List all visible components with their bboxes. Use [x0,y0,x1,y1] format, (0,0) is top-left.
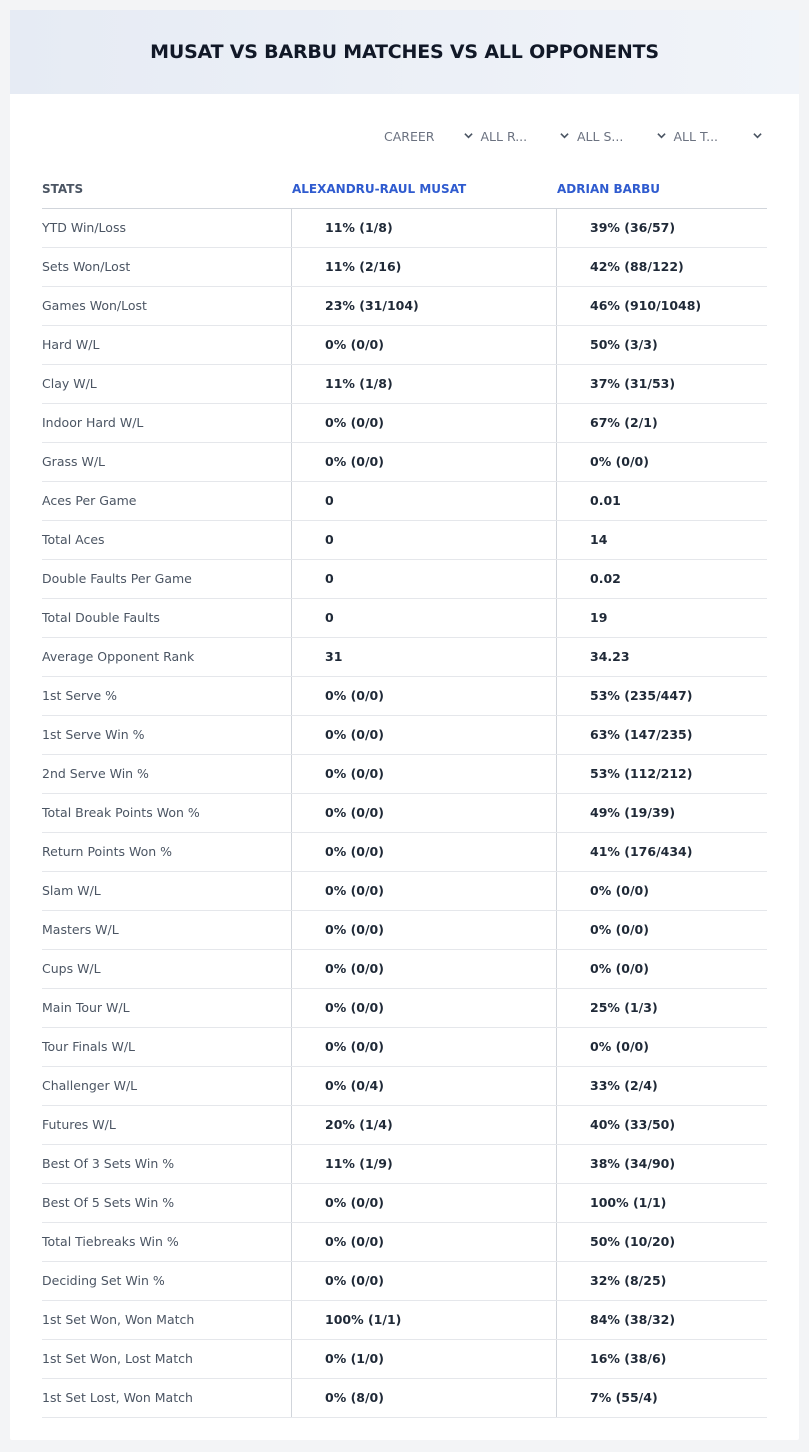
player2-cell [556,1340,768,1378]
player1-value: 0% (0/0) [325,454,384,469]
stat-name: Aces Per Game [42,493,137,508]
filter-label: CAREER [384,129,435,144]
player2-cell [556,1184,768,1222]
stat-name: Hard W/L [42,337,100,352]
player2-cell [556,248,768,286]
player2-value: 0% (0/0) [590,961,649,976]
stat-name: Total Tiebreaks Win % [42,1234,179,1249]
table-row [42,677,767,716]
player1-cell [291,326,557,364]
player1-cell [291,755,557,793]
player2-cell [556,989,768,1027]
player1-value: 0% (0/0) [325,688,384,703]
stat-name: YTD Win/Loss [42,220,126,235]
player2-value: 63% (147/235) [590,727,693,742]
player1-value: 0% (0/0) [325,844,384,859]
player1-cell [291,1340,557,1378]
player1-value: 23% (31/104) [325,298,419,313]
player1-value: 20% (1/4) [325,1117,393,1132]
player1-value: 11% (2/16) [325,259,402,274]
player2-cell [556,872,768,910]
player2-link[interactable]: ADRIAN BARBU [557,182,661,196]
player2-value: 50% (3/3) [590,337,658,352]
player1-cell [291,482,557,520]
player2-cell [556,1301,768,1339]
table-row [42,443,767,482]
filter-period-select[interactable] [384,126,481,148]
table-row [42,1106,767,1145]
table-row [42,209,767,248]
table-row [42,521,767,560]
stat-name: Indoor Hard W/L [42,415,144,430]
player1-cell [291,911,557,949]
player2-cell [556,950,768,988]
player2-value: 0% (0/0) [590,922,649,937]
player2-value: 38% (34/90) [590,1156,676,1171]
table-row [42,638,767,677]
player1-value: 0% (0/0) [325,766,384,781]
page-title: MUSAT VS BARBU MATCHES VS ALL OPPONENTS [150,41,659,63]
player2-cell [556,755,768,793]
player2-value: 34.23 [590,649,630,664]
stat-name: 1st Serve Win % [42,727,145,742]
table-row [42,482,767,521]
player1-cell [291,1184,557,1222]
stat-name: Futures W/L [42,1117,116,1132]
filter-label: ALL T... [673,129,719,144]
stat-name: 1st Set Won, Lost Match [42,1351,193,1366]
player1-cell [291,638,557,676]
player1-value: 0% (8/0) [325,1390,384,1405]
player1-cell [291,287,557,325]
chevron-down-icon [560,131,569,140]
player1-cell [291,1145,557,1183]
player2-value: 46% (910/1048) [590,298,702,313]
table-header [42,170,767,209]
player1-value: 0% (0/4) [325,1078,384,1093]
player2-cell [556,1106,768,1144]
player1-cell [291,794,557,832]
table-row [42,1067,767,1106]
table-row [42,716,767,755]
player1-value: 0% (0/0) [325,1195,384,1210]
player2-value: 67% (2/1) [590,415,658,430]
player1-cell [291,560,557,598]
stat-name: 2nd Serve Win % [42,766,149,781]
table-row [42,1340,767,1379]
stat-name: Best Of 3 Sets Win % [42,1156,175,1171]
player1-value: 0% (0/0) [325,415,384,430]
chevron-down-icon [464,131,473,140]
player1-value: 0 [325,493,334,508]
stat-name: Challenger W/L [42,1078,138,1093]
player1-cell [291,1262,557,1300]
stats-table [42,170,767,1418]
player1-value: 0% (0/0) [325,727,384,742]
stats-column-header: STATS [42,182,84,196]
table-row [42,989,767,1028]
stat-name: 1st Serve % [42,688,118,703]
player2-value: 53% (112/212) [590,766,693,781]
player1-cell [291,716,557,754]
player1-value: 0 [325,532,334,547]
chevron-down-icon [753,131,762,140]
table-row [42,794,767,833]
stat-name: Total Double Faults [42,610,160,625]
player2-cell [556,1145,768,1183]
player1-value: 0 [325,571,334,586]
player1-cell [291,404,557,442]
player2-value: 37% (31/53) [590,376,676,391]
player2-cell [556,365,768,403]
player2-cell [556,1379,768,1417]
table-row [42,1184,767,1223]
table-row [42,1262,767,1301]
stat-name: Grass W/L [42,454,106,469]
player2-value: 19 [590,610,608,625]
player2-value: 40% (33/50) [590,1117,676,1132]
player1-cell [291,677,557,715]
player2-cell [556,1262,768,1300]
stat-name: Return Points Won % [42,844,173,859]
table-row [42,365,767,404]
player1-value: 11% (1/8) [325,220,393,235]
player2-value: 53% (235/447) [590,688,693,703]
player2-cell [556,716,768,754]
player2-value: 7% (55/4) [590,1390,658,1405]
player1-cell [291,872,557,910]
filter-label: ALL S... [577,129,624,144]
table-row [42,599,767,638]
filter-bar [384,126,770,148]
player2-value: 0% (0/0) [590,454,649,469]
stat-name: Double Faults Per Game [42,571,192,586]
player2-cell [556,1067,768,1105]
player2-cell [556,443,768,481]
player1-value: 0 [325,610,334,625]
filter-surface-select[interactable] [577,126,674,148]
player1-cell [291,365,557,403]
player2-value: 16% (38/6) [590,1351,667,1366]
player2-cell [556,287,768,325]
player1-cell [291,521,557,559]
player2-cell [556,794,768,832]
player1-value: 0% (0/0) [325,883,384,898]
player1-value: 11% (1/9) [325,1156,393,1171]
player2-value: 42% (88/122) [590,259,684,274]
player2-value: 32% (8/25) [590,1273,667,1288]
stat-name: Total Break Points Won % [42,805,200,820]
table-body [42,209,767,1418]
stat-name: Cups W/L [42,961,101,976]
stat-name: Masters W/L [42,922,119,937]
player1-value: 0% (0/0) [325,337,384,352]
table-row [42,1145,767,1184]
filter-tournament-select[interactable] [674,126,771,148]
table-row [42,1223,767,1262]
player1-cell [291,209,557,247]
stats-card [10,10,799,1440]
player1-cell [291,833,557,871]
player1-value: 0% (0/0) [325,1234,384,1249]
player1-value: 11% (1/8) [325,376,393,391]
stat-name: Slam W/L [42,883,101,898]
player1-value: 0% (0/0) [325,805,384,820]
player2-value: 39% (36/57) [590,220,676,235]
table-row [42,911,767,950]
filter-round-select[interactable] [481,126,578,148]
player2-cell [556,560,768,598]
player1-value: 0% (0/0) [325,1039,384,1054]
player1-value: 31 [325,649,343,664]
stat-name: Clay W/L [42,376,97,391]
player1-value: 0% (0/0) [325,922,384,937]
table-row [42,326,767,365]
stat-name: Main Tour W/L [42,1000,130,1015]
table-row [42,1379,767,1418]
stat-name: Best Of 5 Sets Win % [42,1195,175,1210]
stat-name: Tour Finals W/L [42,1039,136,1054]
stat-name: Sets Won/Lost [42,259,131,274]
player2-cell [556,482,768,520]
player2-cell [556,677,768,715]
player2-value: 33% (2/4) [590,1078,658,1093]
stat-name: Average Opponent Rank [42,649,195,664]
table-row [42,950,767,989]
table-row [42,560,767,599]
player2-cell [556,326,768,364]
player1-cell [291,443,557,481]
player1-link[interactable]: ALEXANDRU-RAUL MUSAT [292,182,467,196]
player2-cell [556,404,768,442]
player2-cell [556,1223,768,1261]
stat-name: Games Won/Lost [42,298,147,313]
player2-value: 0% (0/0) [590,883,649,898]
player2-cell [556,638,768,676]
player2-cell [556,521,768,559]
stat-name: Deciding Set Win % [42,1273,165,1288]
player2-cell [556,911,768,949]
player1-cell [291,1028,557,1066]
table-row [42,872,767,911]
player2-cell [556,599,768,637]
player2-value: 0.01 [590,493,621,508]
player1-value: 0% (0/0) [325,1273,384,1288]
table-row [42,755,767,794]
table-row [42,1028,767,1067]
player2-value: 25% (1/3) [590,1000,658,1015]
chevron-down-icon [657,131,666,140]
player1-cell [291,1379,557,1417]
player1-cell [291,989,557,1027]
player2-value: 50% (10/20) [590,1234,676,1249]
stat-name: 1st Set Lost, Won Match [42,1390,193,1405]
player2-value: 0% (0/0) [590,1039,649,1054]
player1-cell [291,1067,557,1105]
player1-value: 0% (0/0) [325,1000,384,1015]
player1-value: 0% (0/0) [325,961,384,976]
player1-cell [291,599,557,637]
player2-value: 41% (176/434) [590,844,693,859]
player2-value: 84% (38/32) [590,1312,676,1327]
player1-cell [291,950,557,988]
player2-cell [556,1028,768,1066]
player1-cell [291,1106,557,1144]
player2-cell [556,833,768,871]
stat-name: 1st Set Won, Won Match [42,1312,195,1327]
player2-value: 49% (19/39) [590,805,676,820]
player1-value: 0% (1/0) [325,1351,384,1366]
table-row [42,287,767,326]
player1-value: 100% (1/1) [325,1312,402,1327]
player1-cell [291,1223,557,1261]
table-row [42,1301,767,1340]
filter-label: ALL R... [480,129,528,144]
player2-value: 0.02 [590,571,621,586]
player2-cell [556,209,768,247]
table-row [42,833,767,872]
card-header [10,10,799,94]
player1-cell [291,248,557,286]
table-row [42,248,767,287]
player1-cell [291,1301,557,1339]
stat-name: Total Aces [42,532,105,547]
table-row [42,404,767,443]
player2-value: 100% (1/1) [590,1195,667,1210]
player2-value: 14 [590,532,608,547]
